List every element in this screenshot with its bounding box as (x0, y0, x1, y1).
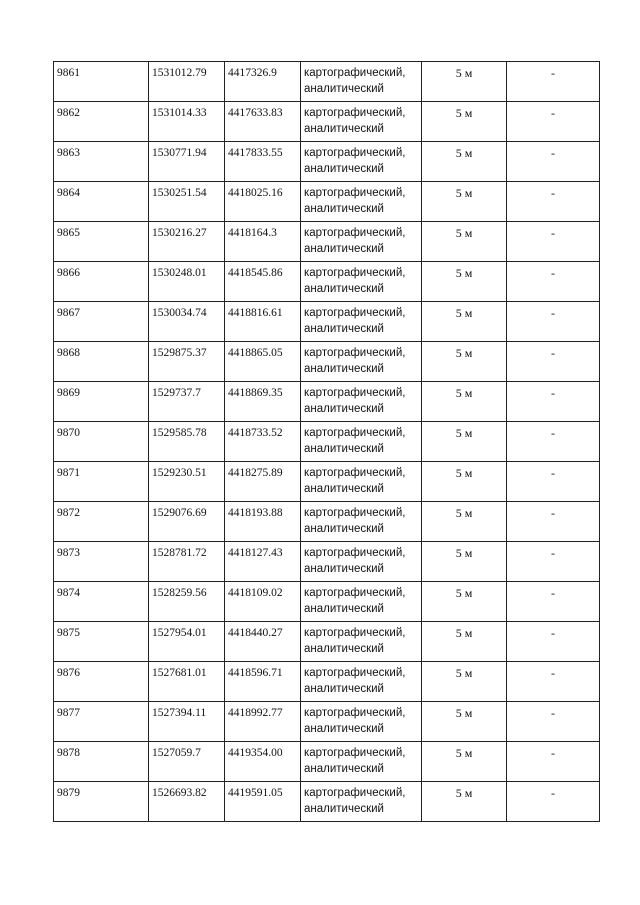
x-coordinate-cell: 1527954.01 (149, 622, 225, 662)
method-cell: картографический, аналитический (301, 62, 422, 102)
method-cell: картографический, аналитический (301, 542, 422, 582)
note-cell: - (507, 782, 600, 822)
y-coordinate-cell: 4418164.3 (225, 222, 301, 262)
table-row (54, 622, 600, 662)
accuracy-cell: 5 м (422, 462, 507, 502)
method-cell: картографический, аналитический (301, 582, 422, 622)
y-coordinate-cell: 4418733.52 (225, 422, 301, 462)
point-number-cell: 9867 (54, 302, 149, 342)
point-number-cell: 9879 (54, 782, 149, 822)
accuracy-cell: 5 м (422, 542, 507, 582)
y-coordinate-cell: 4418109.02 (225, 582, 301, 622)
accuracy-cell: 5 м (422, 302, 507, 342)
note-cell: - (507, 342, 600, 382)
point-number-cell: 9871 (54, 462, 149, 502)
y-coordinate-cell: 4418816.61 (225, 302, 301, 342)
table-row (54, 422, 600, 462)
method-cell: картографический, аналитический (301, 142, 422, 182)
accuracy-cell: 5 м (422, 382, 507, 422)
table-row (54, 582, 600, 622)
accuracy-cell: 5 м (422, 582, 507, 622)
table-row (54, 182, 600, 222)
table-row (54, 62, 600, 102)
note-cell: - (507, 262, 600, 302)
note-cell: - (507, 502, 600, 542)
method-cell: картографический, аналитический (301, 102, 422, 142)
accuracy-cell: 5 м (422, 782, 507, 822)
table-row (54, 262, 600, 302)
y-coordinate-cell: 4419354.00 (225, 742, 301, 782)
point-number-cell: 9872 (54, 502, 149, 542)
accuracy-cell: 5 м (422, 342, 507, 382)
note-cell: - (507, 742, 600, 782)
accuracy-cell: 5 м (422, 102, 507, 142)
method-cell: картографический, аналитический (301, 302, 422, 342)
x-coordinate-cell: 1526693.82 (149, 782, 225, 822)
accuracy-cell: 5 м (422, 182, 507, 222)
x-coordinate-cell: 1528781.72 (149, 542, 225, 582)
note-cell: - (507, 302, 600, 342)
note-cell: - (507, 462, 600, 502)
point-number-cell: 9878 (54, 742, 149, 782)
x-coordinate-cell: 1530248.01 (149, 262, 225, 302)
y-coordinate-cell: 4418545.86 (225, 262, 301, 302)
y-coordinate-cell: 4418025.16 (225, 182, 301, 222)
point-number-cell: 9874 (54, 582, 149, 622)
table-row (54, 742, 600, 782)
point-number-cell: 9873 (54, 542, 149, 582)
y-coordinate-cell: 4417633.83 (225, 102, 301, 142)
x-coordinate-cell: 1529875.37 (149, 342, 225, 382)
method-cell: картографический, аналитический (301, 382, 422, 422)
note-cell: - (507, 582, 600, 622)
method-cell: картографический, аналитический (301, 422, 422, 462)
table-row (54, 302, 600, 342)
accuracy-cell: 5 м (422, 62, 507, 102)
y-coordinate-cell: 4417833.55 (225, 142, 301, 182)
y-coordinate-cell: 4418596.71 (225, 662, 301, 702)
point-number-cell: 9865 (54, 222, 149, 262)
table-row (54, 502, 600, 542)
method-cell: картографический, аналитический (301, 222, 422, 262)
coordinates-table (53, 61, 600, 822)
x-coordinate-cell: 1530251.54 (149, 182, 225, 222)
x-coordinate-cell: 1531014.33 (149, 102, 225, 142)
method-cell: картографический, аналитический (301, 742, 422, 782)
x-coordinate-cell: 1527059.7 (149, 742, 225, 782)
accuracy-cell: 5 м (422, 142, 507, 182)
method-cell: картографический, аналитический (301, 702, 422, 742)
table-row (54, 542, 600, 582)
accuracy-cell: 5 м (422, 262, 507, 302)
point-number-cell: 9863 (54, 142, 149, 182)
method-cell: картографический, аналитический (301, 182, 422, 222)
y-coordinate-cell: 4418127.43 (225, 542, 301, 582)
x-coordinate-cell: 1529230.51 (149, 462, 225, 502)
point-number-cell: 9877 (54, 702, 149, 742)
x-coordinate-cell: 1528259.56 (149, 582, 225, 622)
point-number-cell: 9866 (54, 262, 149, 302)
table-row (54, 102, 600, 142)
y-coordinate-cell: 4419591.05 (225, 782, 301, 822)
point-number-cell: 9870 (54, 422, 149, 462)
y-coordinate-cell: 4417326.9 (225, 62, 301, 102)
x-coordinate-cell: 1529737.7 (149, 382, 225, 422)
note-cell: - (507, 182, 600, 222)
point-number-cell: 9861 (54, 62, 149, 102)
x-coordinate-cell: 1527681.01 (149, 662, 225, 702)
x-coordinate-cell: 1531012.79 (149, 62, 225, 102)
x-coordinate-cell: 1527394.11 (149, 702, 225, 742)
method-cell: картографический, аналитический (301, 782, 422, 822)
accuracy-cell: 5 м (422, 742, 507, 782)
point-number-cell: 9868 (54, 342, 149, 382)
x-coordinate-cell: 1529585.78 (149, 422, 225, 462)
x-coordinate-cell: 1530216.27 (149, 222, 225, 262)
note-cell: - (507, 702, 600, 742)
note-cell: - (507, 622, 600, 662)
table-row (54, 462, 600, 502)
table-row (54, 222, 600, 262)
method-cell: картографический, аналитический (301, 662, 422, 702)
note-cell: - (507, 142, 600, 182)
point-number-cell: 9876 (54, 662, 149, 702)
note-cell: - (507, 422, 600, 462)
table-row (54, 662, 600, 702)
accuracy-cell: 5 м (422, 502, 507, 542)
y-coordinate-cell: 4418275.89 (225, 462, 301, 502)
point-number-cell: 9869 (54, 382, 149, 422)
accuracy-cell: 5 м (422, 622, 507, 662)
note-cell: - (507, 662, 600, 702)
point-number-cell: 9864 (54, 182, 149, 222)
table-row (54, 142, 600, 182)
accuracy-cell: 5 м (422, 422, 507, 462)
y-coordinate-cell: 4418869.35 (225, 382, 301, 422)
y-coordinate-cell: 4418440.27 (225, 622, 301, 662)
table-row (54, 342, 600, 382)
note-cell: - (507, 382, 600, 422)
point-number-cell: 9862 (54, 102, 149, 142)
method-cell: картографический, аналитический (301, 462, 422, 502)
table-row (54, 702, 600, 742)
y-coordinate-cell: 4418992.77 (225, 702, 301, 742)
method-cell: картографический, аналитический (301, 342, 422, 382)
accuracy-cell: 5 м (422, 662, 507, 702)
method-cell: картографический, аналитический (301, 262, 422, 302)
note-cell: - (507, 542, 600, 582)
accuracy-cell: 5 м (422, 702, 507, 742)
point-number-cell: 9875 (54, 622, 149, 662)
note-cell: - (507, 62, 600, 102)
x-coordinate-cell: 1529076.69 (149, 502, 225, 542)
x-coordinate-cell: 1530771.94 (149, 142, 225, 182)
x-coordinate-cell: 1530034.74 (149, 302, 225, 342)
y-coordinate-cell: 4418193.88 (225, 502, 301, 542)
coordinates-table-body (54, 62, 600, 822)
note-cell: - (507, 222, 600, 262)
note-cell: - (507, 102, 600, 142)
method-cell: картографический, аналитический (301, 502, 422, 542)
table-row (54, 782, 600, 822)
table-row (54, 382, 600, 422)
y-coordinate-cell: 4418865.05 (225, 342, 301, 382)
accuracy-cell: 5 м (422, 222, 507, 262)
method-cell: картографический, аналитический (301, 622, 422, 662)
